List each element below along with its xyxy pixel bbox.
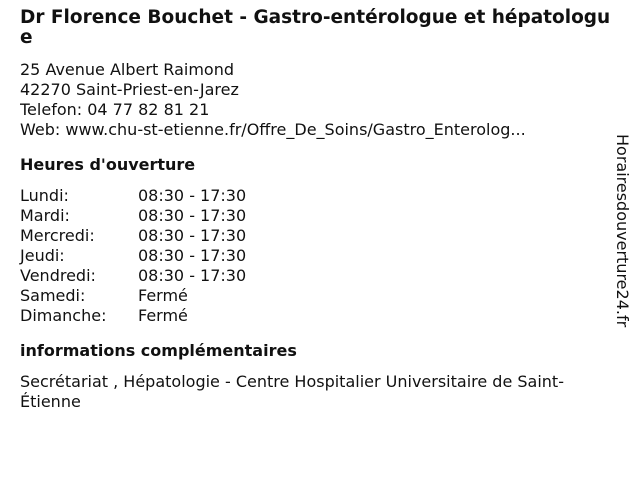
hours-row [20,246,612,266]
hours-row [20,306,612,326]
hours-row [20,266,612,286]
hours-time: Fermé [138,306,188,325]
hours-day: Jeudi: [20,246,65,265]
hours-day: Lundi: [20,186,69,205]
street-address: 25 Avenue Albert Raimond [20,60,234,79]
hours-row [20,206,612,226]
website-link[interactable]: Web: www.chu-st-etienne.fr/Offre_De_Soins/Gastro_Enterolog... [20,120,526,139]
hours-day: Samedi: [20,286,86,305]
hours-row [20,226,612,246]
hours-table [20,186,612,326]
hours-time: 08:30 - 17:30 [138,266,247,285]
page-title: Dr Florence Bouchet - Gastro-entérologue et hépatologue [20,7,611,48]
hours-day: Mercredi: [20,226,95,245]
city-address: 42270 Saint-Priest-en-Jarez [20,80,239,99]
info-heading: informations complémentaires [20,341,297,360]
address-block [20,60,612,140]
info-text: Secrétariat , Hépatologie - Centre Hospitalier Universitaire de Saint-Étienne [20,372,564,411]
hours-time: 08:30 - 17:30 [138,246,247,265]
hours-time: 08:30 - 17:30 [138,226,247,245]
hours-heading: Heures d'ouverture [20,155,196,174]
hours-row [20,186,612,206]
hours-time: 08:30 - 17:30 [138,206,247,225]
listing-card [20,8,612,412]
hours-day: Dimanche: [20,306,107,325]
site-brand[interactable]: Horairesdouverture24.fr [613,134,632,328]
hours-time: Fermé [138,286,188,305]
hours-day: Mardi: [20,206,70,225]
hours-row [20,286,612,306]
phone-number: Telefon: 04 77 82 81 21 [20,100,210,119]
hours-time: 08:30 - 17:30 [138,186,247,205]
hours-day: Vendredi: [20,266,96,285]
